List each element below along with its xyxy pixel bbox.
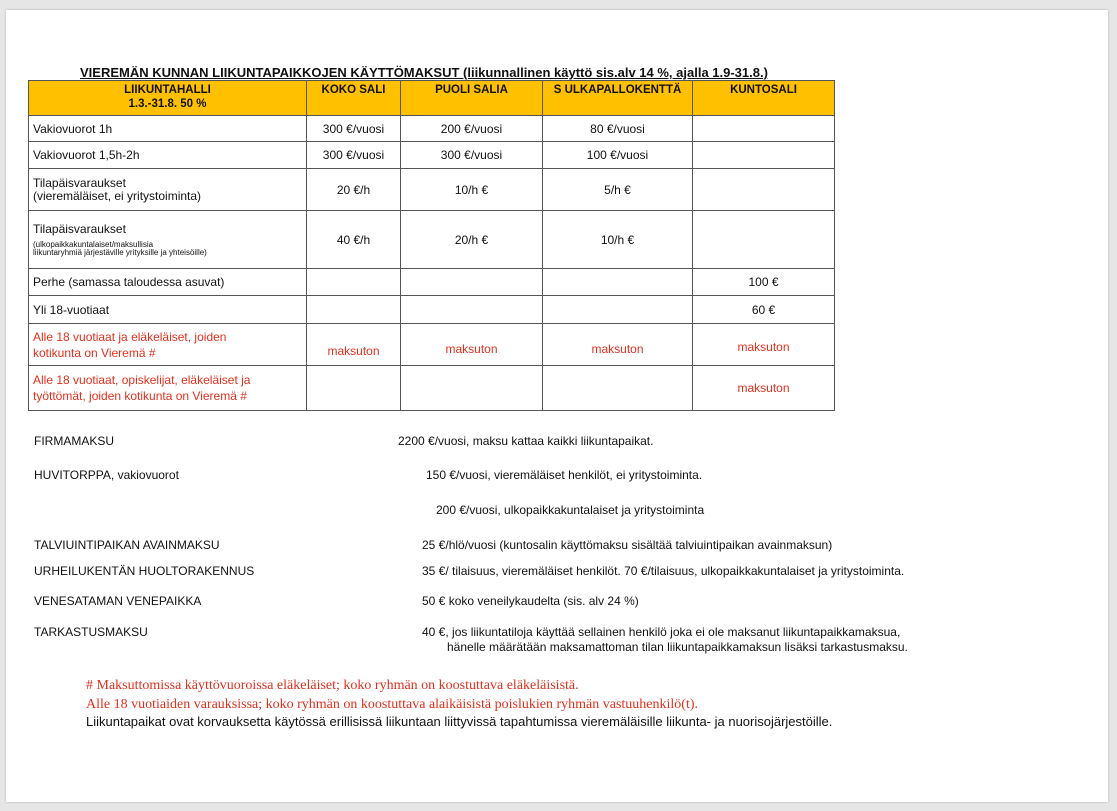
table-row bbox=[29, 296, 835, 324]
table-cell bbox=[693, 169, 835, 211]
info-text-firmamaksu: 2200 €/vuosi, maksu kattaa kaikki liikuntapaikat. bbox=[398, 434, 654, 448]
row-label-main: Alle 18 vuotiaat, opiskelijat, eläkeläiset ja bbox=[33, 373, 251, 387]
table-cell: 300 €/vuosi bbox=[401, 142, 543, 169]
info-label-venesatama: VENESATAMAN VENEPAIKKA bbox=[34, 594, 202, 608]
row-label: Perhe (samassa taloudessa asuvat) bbox=[29, 269, 307, 296]
header-liikuntahalli bbox=[29, 81, 307, 116]
table-row bbox=[29, 366, 835, 411]
table-cell: 300 €/vuosi bbox=[307, 142, 401, 169]
info-text-urheilukentta: 35 €/ tilaisuus, vieremäläiset henkilöt. 70 €/tilaisuus, ulkopaikkakuntalaiset ja yritystoiminta. bbox=[422, 564, 905, 578]
info-text-line: 40 €, jos liikuntatiloja käyttää sellainen henkilö joka ei ole maksanut liikuntapaikkamaksua, bbox=[422, 625, 901, 639]
header-sublabel: 1.3.-31.8. 50 % bbox=[128, 98, 207, 110]
table-cell bbox=[401, 366, 543, 411]
row-label-main: Tilapäisvaraukset bbox=[33, 175, 126, 190]
table-cell: 80 €/vuosi bbox=[543, 116, 693, 142]
table-row bbox=[29, 142, 835, 169]
row-label-sub: (vieremäläiset, ei yritystoiminta) bbox=[33, 188, 202, 203]
table-cell bbox=[401, 296, 543, 324]
document-title: VIEREMÄN KUNNAN LIIKUNTAPAIKKOJEN KÄYTTÖMAKSUT (liikunnallinen käyttö sis.alv 14 %, ajalla 1.9-31.8.) bbox=[80, 65, 768, 80]
info-text-tarkastusmaksu bbox=[422, 625, 908, 655]
header-puoli-salia: PUOLI SALIA bbox=[401, 81, 543, 116]
info-label-firmamaksu: FIRMAMAKSU bbox=[34, 434, 115, 448]
table-row bbox=[29, 211, 835, 269]
table-cell bbox=[693, 142, 835, 169]
table-cell bbox=[543, 296, 693, 324]
table-cell bbox=[693, 211, 835, 269]
table-cell: 10/h € bbox=[543, 211, 693, 269]
row-label: Yli 18-vuotiaat bbox=[29, 296, 307, 324]
table-cell bbox=[307, 269, 401, 296]
row-label-main: Tilapäisvaraukset bbox=[33, 222, 126, 236]
info-label-talviuinti: TALVIUINTIPAIKAN AVAINMAKSU bbox=[34, 538, 220, 552]
table-cell: 40 €/h bbox=[307, 211, 401, 269]
header-ulkapallokentta: S ULKAPALLOKENTTÄ bbox=[543, 81, 693, 116]
table-cell: 10/h € bbox=[401, 169, 543, 211]
info-text-venesatama: 50 € koko veneilykaudelta (sis. alv 24 %) bbox=[422, 594, 639, 608]
footnote-alaikaiset: Alle 18 vuotiaiden varauksissa; koko ryhmän on koostuttava alaikäisistä poislukien ryhmän vastuuhenkilö(t). bbox=[86, 697, 698, 712]
header-koko-sali: KOKO SALI bbox=[307, 81, 401, 116]
table-cell bbox=[307, 366, 401, 411]
info-text-huvitorppa-2: 200 €/vuosi, ulkopaikkakuntalaiset ja yritystoiminta bbox=[436, 503, 705, 517]
info-label-huvitorppa: HUVITORPPA, vakiovuorot bbox=[34, 468, 179, 482]
footnote-elakelaiset: # Maksuttomissa käyttövuoroissa eläkeläiset; koko ryhmän on koostuttava eläkeläisistä. bbox=[86, 678, 579, 693]
table-cell: 200 €/vuosi bbox=[401, 116, 543, 142]
row-label bbox=[29, 366, 307, 411]
table-cell bbox=[401, 269, 543, 296]
table-cell bbox=[307, 296, 401, 324]
table-cell: 20 €/h bbox=[307, 169, 401, 211]
header-kuntosali: KUNTOSALI bbox=[693, 81, 835, 116]
row-label bbox=[29, 211, 307, 269]
row-label bbox=[29, 324, 307, 366]
table-row bbox=[29, 324, 835, 366]
row-label-sub: kotikunta on Vieremä # bbox=[33, 345, 156, 360]
table-cell bbox=[543, 366, 693, 411]
table-row bbox=[29, 116, 835, 142]
info-text-talviuinti: 25 €/hlö/vuosi (kuntosalin käyttömaksu sisältää talviuintipaikan avainmaksun) bbox=[422, 538, 833, 552]
row-label-sub: liikuntaryhmiä järjestäville yrityksille ja yhteisöille) bbox=[33, 248, 207, 257]
table-cell: 20/h € bbox=[401, 211, 543, 269]
document-page bbox=[6, 10, 1108, 802]
info-label-urheilukentta: URHEILUKENTÄN HUOLTORAKENNUS bbox=[34, 564, 255, 578]
info-text-huvitorppa: 150 €/vuosi, vieremäläiset henkilöt, ei yritystoiminta. bbox=[426, 468, 703, 482]
row-label bbox=[29, 169, 307, 211]
table-cell: maksuton bbox=[693, 324, 835, 366]
table-cell: maksuton bbox=[543, 324, 693, 366]
table-header-row bbox=[29, 81, 835, 116]
footnote-jarjestot: Liikuntapaikat ovat korvauksetta käytössä erillisissä liikuntaan liittyvissä tapahtumissa vieremäläisille liikunta- ja nuorisojärjestöille. bbox=[86, 714, 833, 729]
table-cell: 100 € bbox=[693, 269, 835, 296]
row-label-sub: työttömät, joiden kotikunta on Vieremä # bbox=[33, 389, 247, 403]
row-label-main: Alle 18 vuotiaat ja eläkeläiset, joiden bbox=[33, 329, 227, 344]
header-label: LIIKUNTAHALLI bbox=[124, 84, 211, 96]
table-cell: maksuton bbox=[307, 324, 401, 366]
fee-table bbox=[28, 80, 835, 411]
table-cell: 300 €/vuosi bbox=[307, 116, 401, 142]
table-cell bbox=[543, 269, 693, 296]
row-label: Vakiovuorot 1,5h-2h bbox=[29, 142, 307, 169]
table-row bbox=[29, 169, 835, 211]
table-cell: maksuton bbox=[401, 324, 543, 366]
table-cell: maksuton bbox=[693, 366, 835, 411]
table-cell: 100 €/vuosi bbox=[543, 142, 693, 169]
row-label: Vakiovuorot 1h bbox=[29, 116, 307, 142]
info-text-line: hänelle määrätään maksamattoman tilan liikuntapaikkamaksun lisäksi tarkastusmaksu. bbox=[447, 640, 908, 654]
table-cell bbox=[693, 116, 835, 142]
table-cell: 60 € bbox=[693, 296, 835, 324]
table-cell: 5/h € bbox=[543, 169, 693, 211]
row-label-sub: (ulkopaikkakuntalaiset/maksullisia bbox=[33, 240, 154, 249]
info-label-tarkastusmaksu: TARKASTUSMAKSU bbox=[34, 625, 148, 639]
table-row bbox=[29, 269, 835, 296]
